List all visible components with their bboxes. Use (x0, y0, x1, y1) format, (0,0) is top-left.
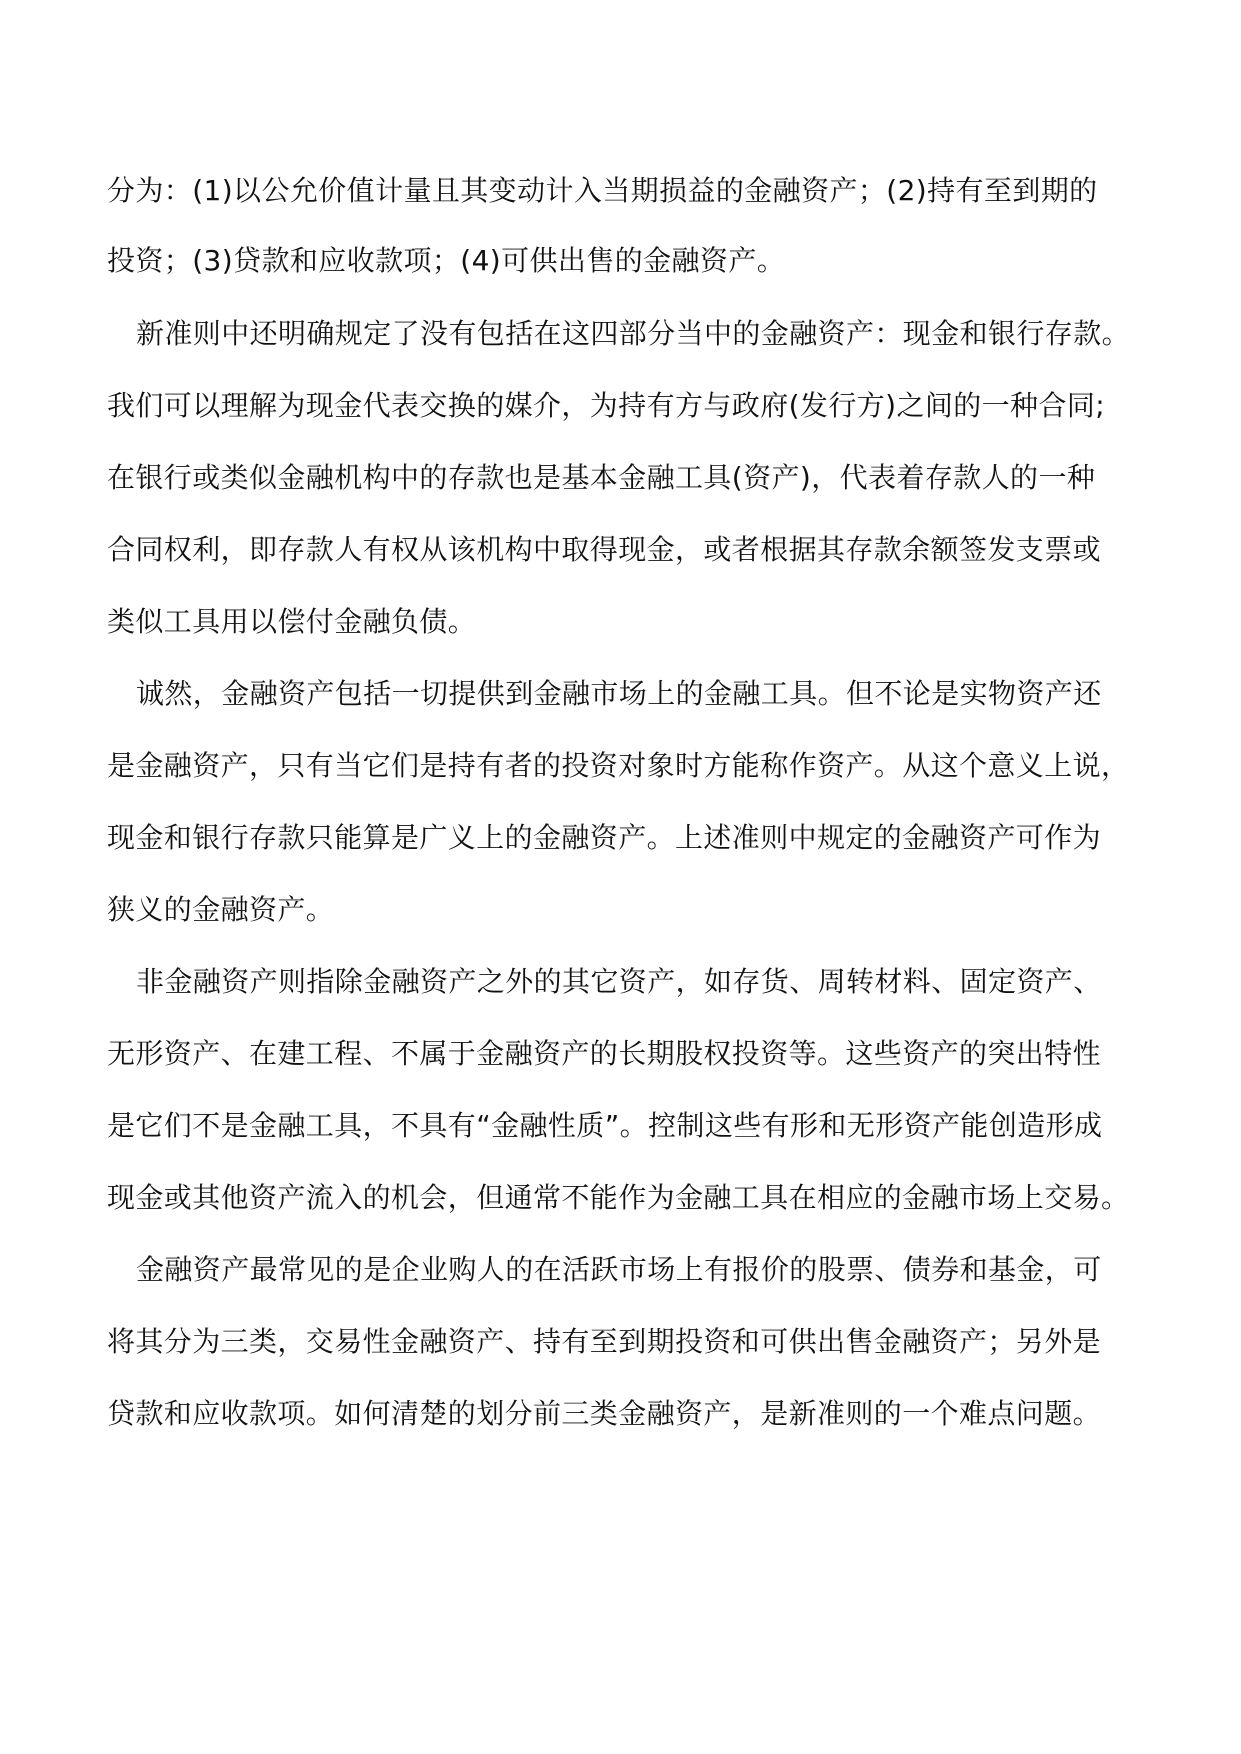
text-line: 合同权利，即存款人有权从该机构中取得现金，或者根据其存款余额签发支票或 (107, 533, 1102, 566)
text-line: 我们可以理解为现金代表交换的媒介，为持有方与政府(发行方)之间的一种合同; (107, 389, 1106, 422)
text-line: 分为：(1)以公允价值计量且其变动计入当期损益的金融资产；(2)持有至到期的 (107, 174, 1098, 207)
paragraph-start-line: 新准则中还明确规定了没有包括在这四部分当中的金融资产：现金和银行存款。 (136, 317, 1131, 350)
text-line: 现金或其他资产流入的机会，但通常不能作为金融工具在相应的金融市场上交易。 (107, 1181, 1130, 1214)
text-line: 将其分为三类，交易性金融资产、持有至到期投资和可供出售金融资产；另外是 (107, 1325, 1102, 1358)
text-line: 现金和银行存款只能算是广义上的金融资产。上述准则中规定的金融资产可作为 (107, 821, 1102, 854)
text-line: 贷款和应收款项。如何清楚的划分前三类金融资产，是新准则的一个难点问题。 (107, 1397, 1102, 1430)
text-line: 类似工具用以偿付金融负债。 (107, 605, 477, 638)
text-line: 投资；(3)贷款和应收款项；(4)可供出售的金融资产。 (107, 244, 786, 277)
paragraph-start-line: 金融资产最常见的是企业购人的在活跃市场上有报价的股票、债券和基金，可 (136, 1253, 1102, 1286)
text-line: 在银行或类似金融机构中的存款也是基本金融工具(资产)，代表着存款人的一种 (107, 461, 1096, 494)
text-line: 是它们不是金融工具，不具有“金融性质”。控制这些有形和无形资产能创造形成 (107, 1109, 1103, 1142)
paragraph-start-line: 诚然，金融资产包括一切提供到金融市场上的金融工具。但不论是实物资产还 (136, 677, 1102, 710)
paragraph-start-line: 非金融资产则指除金融资产之外的其它资产，如存货、周转材料、固定资产、 (136, 965, 1102, 998)
text-line: 无形资产、在建工程、不属于金融资产的长期股权投资等。这些资产的突出特性 (107, 1037, 1102, 1070)
text-line: 狭义的金融资产。 (107, 893, 335, 926)
text-line: 是金融资产，只有当它们是持有者的投资对象时方能称作资产。从这个意义上说， (107, 749, 1130, 782)
